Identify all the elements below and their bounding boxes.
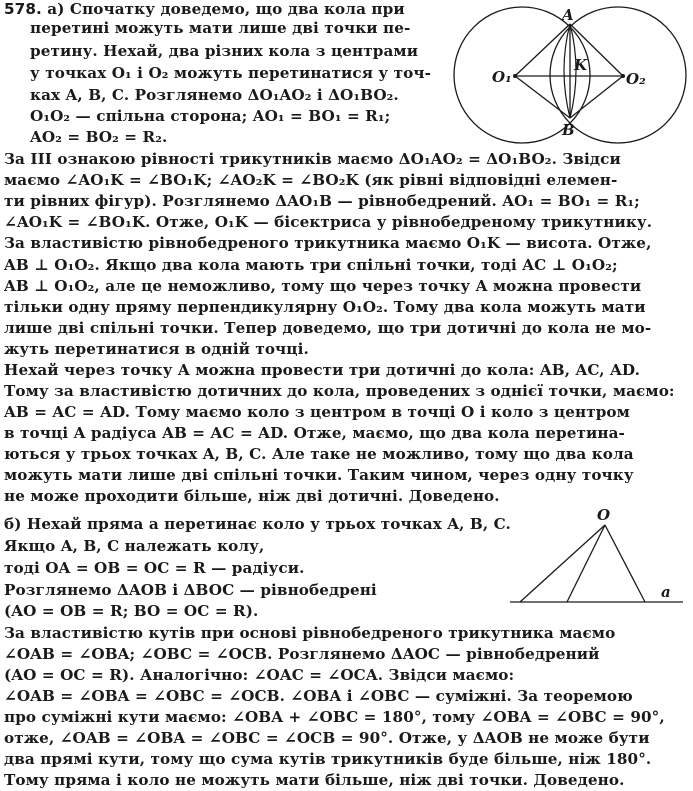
text-line — [4, 0, 405, 18]
part-b-line-12: два прямі кути, тому що сума кутів трикутників буде більше, ніж 180°. — [4, 750, 652, 768]
arc-ab-left — [564, 24, 570, 118]
part-a-line-23: можуть мати лише дві спільні точки. Таким чином, через одну точку — [4, 466, 634, 484]
point-o2 — [621, 74, 625, 78]
part-a-line-20: AB = AC = AD. Тому маємо коло з центром в точці O і коло з центром — [4, 403, 630, 421]
part-b-line-5: (AO = OB = R; BO = OC = R). — [4, 602, 259, 620]
point-o1 — [513, 74, 517, 78]
part-a-line-12: За властивістю рівнобедреного трикутника маємо O₁K — висота. Отже, — [4, 234, 652, 252]
part-a-line-1: а) Спочатку доведемо, що два кола при — [47, 0, 405, 18]
segment-oa — [520, 525, 605, 602]
part-a-line-13: AB ⊥ O₁O₂. Якщо два кола мають три спільні точки, тоді AC ⊥ O₁O₂; — [4, 256, 618, 274]
part-a-line-18: Нехай через точку A можна провести три дотичні до кола: AB, AC, AD. — [4, 361, 641, 379]
label-o1: O₁ — [492, 68, 512, 86]
part-a-line-16: лише дві спільні точки. Тепер доведемо, що три дотичні до кола не мо- — [4, 319, 652, 337]
part-a-line-14: AB ⊥ O₁O₂, але це неможливо, тому що через точку A можна провести — [4, 277, 642, 295]
segment-o1b — [515, 76, 570, 118]
label-o2: O₂ — [626, 70, 646, 88]
part-b-line-6: За властивістю кутів при основі рівнобедреного трикутника маємо — [4, 624, 616, 642]
segment-ob — [567, 525, 605, 602]
part-b-line-4: Розглянемо ΔAOB і ΔBOC — рівнобедрені — [4, 581, 377, 599]
part-a-line-15: тільки одну пряму перпендикулярну O₁O₂. Тому два кола можуть мати — [4, 298, 646, 316]
label-k: K — [574, 56, 588, 74]
segment-o2b — [570, 76, 623, 118]
part-a-line-8: За III ознакою рівності трикутників маємо ΔO₁AO₂ = ΔO₁BO₂. Звідси — [4, 150, 621, 168]
label-a: A — [562, 6, 574, 24]
part-b-line-3: тоді OA = OB = OC = R — радіуси. — [4, 559, 305, 577]
two-circles-figure — [440, 0, 690, 145]
part-a-line-24: не може проходити більше, ніж дві дотичні. Доведено. — [4, 487, 500, 505]
part-a-line-4: у точках O₁ і O₂ можуть перетинатися у точ- — [30, 64, 431, 82]
part-b-line-13: Тому пряма і коло не можуть мати більше, ніж дві точки. Доведено. — [4, 771, 625, 789]
part-a-line-5: ках A, B, C. Розглянемо ΔO₁AO₂ і ΔO₁BO₂. — [30, 86, 399, 104]
segment-oc — [605, 525, 645, 602]
part-b-line-7: ∠OAB = ∠OBA; ∠OBC = ∠OCB. Розглянемо ΔAOC — рівнобедрений — [4, 645, 600, 663]
segment-o1a — [515, 24, 570, 76]
part-a-line-2: перетині можуть мати лише дві точки пе- — [30, 19, 411, 37]
problem-number: 578. — [4, 0, 42, 18]
part-b-line-2: Якщо A, B, C належать колу, — [4, 537, 265, 555]
part-a-line-22: ються у трьох точках A, B, C. Але таке не можливо, тому що два кола — [4, 445, 634, 463]
label-b: B — [562, 121, 575, 139]
part-a-line-3: ретину. Нехай, два різних кола з центрами — [30, 42, 419, 60]
part-b-line-1: б) Нехай пряма a перетинає коло у трьох точках A, B, C. — [4, 515, 511, 533]
part-b-line-9: ∠OAB = ∠OBA = ∠OBC = ∠OCB. ∠OBA і ∠OBC — суміжні. За теоремою — [4, 687, 633, 705]
part-a-line-19: Тому за властивістю дотичних до кола, проведених з однієї точки, маємо: — [4, 382, 675, 400]
part-a-line-6: O₁O₂ — спільна сторона; AO₁ = BO₁ = R₁; — [30, 107, 391, 125]
part-a-line-21: в точці A радіуса AB = AC = AD. Отже, маємо, що два кола перетина- — [4, 424, 625, 442]
part-a-line-11: ∠AO₁K = ∠BO₁K. Отже, O₁K — бісектриса у рівнобедреному трикутнику. — [4, 213, 653, 231]
label-line-a: a — [661, 583, 671, 601]
part-a-line-9: маємо ∠AO₁K = ∠BO₁K; ∠AO₂K = ∠BO₂K (як рівні відповідні елемен- — [4, 171, 618, 189]
part-b-line-11: отже, ∠OAB = ∠OBA = ∠OBC = ∠OCB = 90°. Отже, у ΔAOB не може бути — [4, 729, 650, 747]
part-a-line-17: жуть перетинатися в одній точці. — [4, 340, 309, 358]
part-b-line-10: про суміжні кути маємо: ∠OBA + ∠OBC = 180°, тому ∠OBA = ∠OBC = 90°, — [4, 708, 665, 726]
part-a-line-10: ти рівних фігур). Розглянемо ΔAO₁B — рівнобедрений. AO₁ = BO₁ = R₁; — [4, 192, 640, 210]
part-a-line-7: AO₂ = BO₂ = R₂. — [30, 128, 168, 146]
part-b-line-8: (AO = OC = R). Аналогічно: ∠OAC = ∠OCA. Звідси маємо: — [4, 666, 515, 684]
label-o: O — [597, 506, 611, 524]
triangle-line-figure — [505, 505, 685, 610]
